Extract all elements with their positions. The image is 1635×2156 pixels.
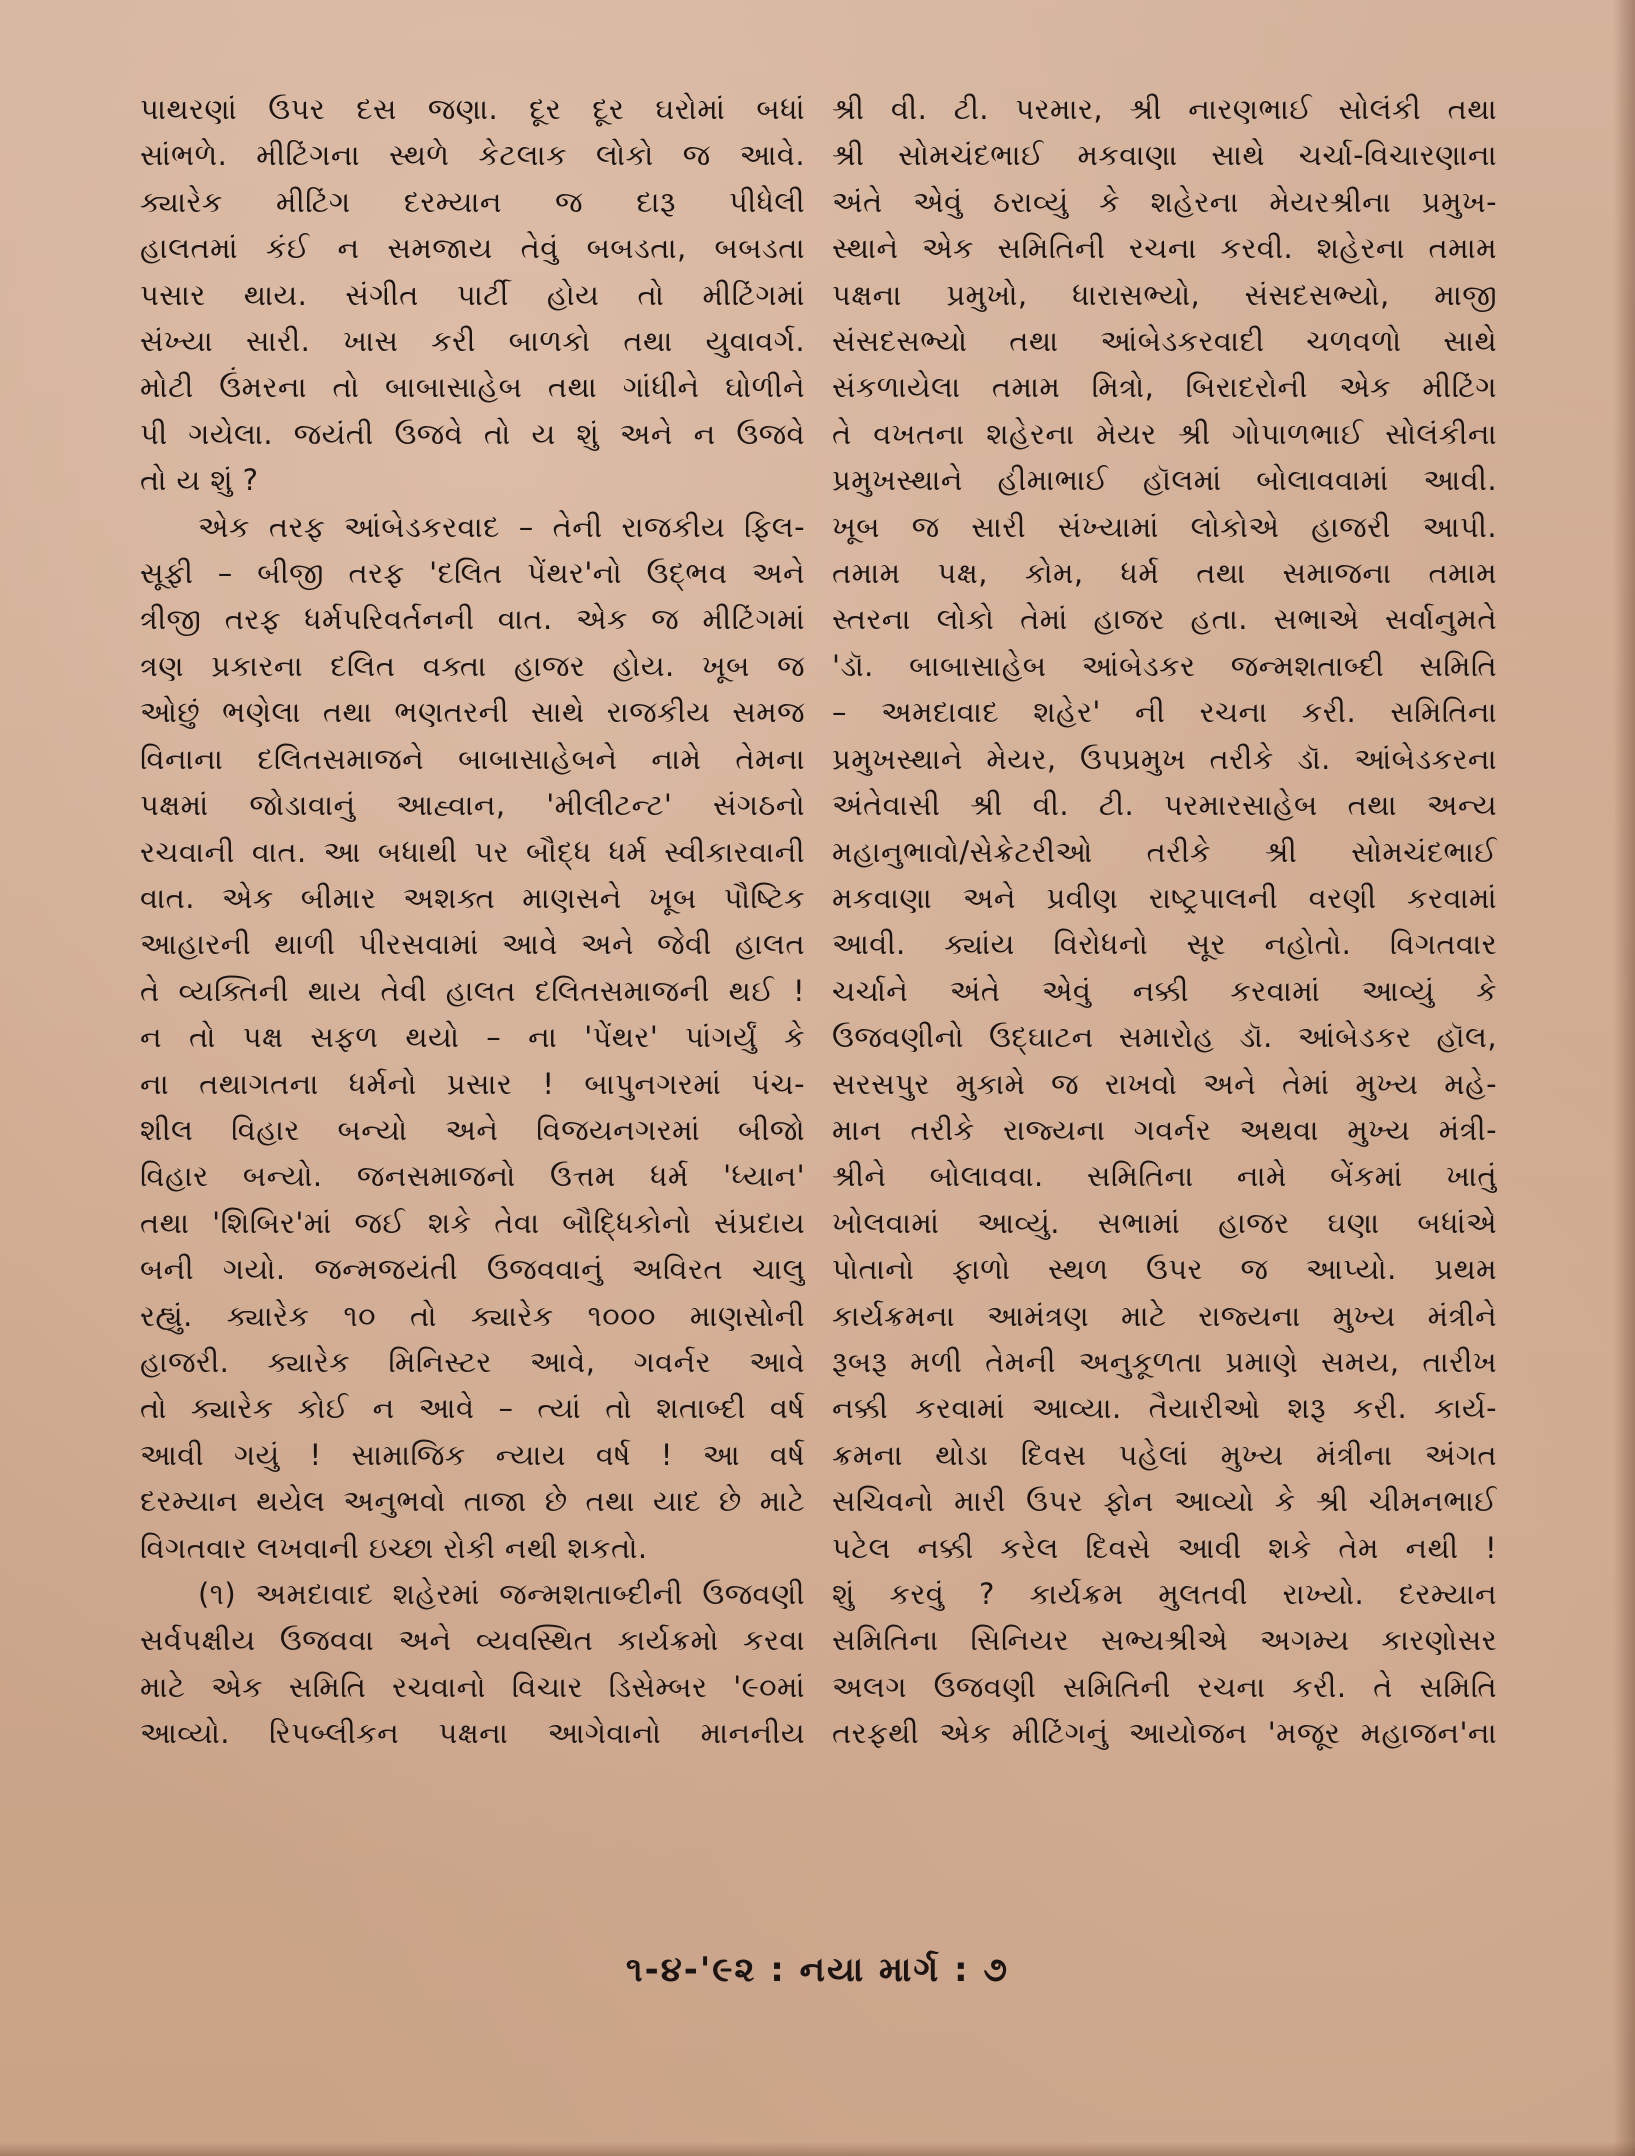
text-line: પસાર થાય. સંગીત પાર્ટી હોય તો મીટિંગમાં: [140, 277, 805, 312]
text-line: ક્રમના થોડા દિવસ પહેલાં મુખ્ય મંત્રીના અંગત: [832, 1437, 1497, 1472]
page-edge-shadow: [1613, 0, 1635, 2156]
text-line: પી ગયેલા. જયંતી ઉજવે તો ય શું અને ન ઉજવે: [140, 416, 805, 451]
text-line: સમિતિના સિનિયર સભ્યશ્રીએ અગમ્ય કારણોસર: [832, 1623, 1497, 1658]
text-line: વિગતવાર લખવાની ઇચ્છા રોકી નથી શકતો.: [140, 1530, 648, 1565]
text-line: તમામ પક્ષ, કોમ, ધર્મ તથા સમાજના તમામ: [832, 556, 1497, 591]
text-line: મકવાણા અને પ્રવીણ રાષ્ટ્રપાલની વરણી કરવામાં: [832, 880, 1497, 915]
text-line: શ્રી વી. ટી. પરમાર, શ્રી નારણભાઈ સોલંકી તથા: [832, 92, 1497, 126]
text-line: – અમદાવાદ શહેર' ની રચના કરી. સમિતિના: [832, 695, 1497, 730]
text-line: હાજરી. ક્યારેક મિનિસ્ટર આવે, ગવર્નર આવે: [140, 1344, 805, 1379]
text-line: પ્રમુખસ્થાને મેયર, ઉપપ્રમુખ તરીકે ડૉ. આંબેડકરના: [832, 741, 1497, 776]
text-line: શું કરવું ? કાર્યક્રમ મુલતવી રાખ્યો. દરમ્યાન: [832, 1577, 1497, 1611]
text-line: શીલ વિહાર બન્યો અને વિજયનગરમાં બીજો: [140, 1112, 805, 1147]
text-line: ખૂબ જ સારી સંખ્યામાં લોકોએ હાજરી આપી.: [832, 509, 1497, 544]
text-line: ત્રણ પ્રકારના દલિત વક્તા હાજર હોય. ખૂબ જ: [140, 648, 805, 683]
text-line: વિનાના દલિતસમાજને બાબાસાહેબને નામે તેમના: [140, 741, 805, 776]
text-line: (૧) અમદાવાદ શહેરમાં જન્મશતાબ્દીની ઉજવણી: [198, 1577, 805, 1611]
text-line: એક તરફ આંબેડકરવાદ – તેની રાજકીય ફિલ-: [198, 509, 805, 544]
text-line: સંખ્યા સારી. ખાસ કરી બાળકો તથા યુવાવર્ગ.: [140, 324, 805, 359]
text-line: નક્કી કરવામાં આવ્યા. તૈયારીઓ શરૂ કરી. કાર્ય-: [832, 1391, 1497, 1426]
text-line: વિહાર બન્યો. જનસમાજનો ઉત્તમ ધર્મ 'ધ્યાન': [140, 1159, 805, 1194]
text-line: સંકળાયેલા તમામ મિત્રો, બિરાદરોની એક મીટિંગ: [832, 370, 1497, 405]
text-line: પટેલ નક્કી કરેલ દિવસે આવી શકે તેમ નથી !: [832, 1530, 1497, 1565]
text-line: દરમ્યાન થયેલ અનુભવો તાજા છે તથા યાદ છે માટે: [140, 1484, 805, 1519]
text-line: સાંભળે. મીટિંગના સ્થળે કેટલાક લોકો જ આવે.: [140, 138, 805, 173]
text-line: આહારની થાળી પીરસવામાં આવે અને જેવી હાલત: [140, 927, 805, 962]
text-line: સર્વપક્ષીય ઉજવવા અને વ્યવસ્થિત કાર્યક્રમો કરવા: [140, 1623, 805, 1658]
text-line: તે વ્યક્તિની થાય તેવી હાલત દલિતસમાજની થઈ !: [140, 973, 805, 1008]
text-line: આવ્યો. રિપબ્લીકન પક્ષના આગેવાનો માનનીય: [140, 1716, 805, 1751]
text-line: આવી ગયું ! સામાજિક ન્યાય વર્ષ ! આ વર્ષ: [140, 1437, 805, 1472]
text-line: માટે એક સમિતિ રચવાનો વિચાર ડિસેમ્બર '૯૦માં: [140, 1669, 805, 1704]
text-line: સ્થાને એક સમિતિની રચના કરવી. શહેરના તમામ: [832, 231, 1497, 266]
text-line: કાર્યક્રમના આમંત્રણ માટે રાજ્યના મુખ્ય મંત્રીને: [832, 1298, 1497, 1333]
text-line: ત્રીજી તરફ ધર્મપરિવર્તનની વાત. એક જ મીટિંગમાં: [140, 602, 805, 637]
text-line: બની ગયો. જન્મજયંતી ઉજવવાનું અવિરત ચાલુ: [140, 1252, 805, 1287]
text-line: તથા 'શિબિર'માં જઈ શકે તેવા બૌદ્ધિકોનો સંપ્રદાય: [140, 1205, 805, 1240]
text-line: અંતેવાસી શ્રી વી. ટી. પરમારસાહેબ તથા અન્ય: [832, 788, 1497, 823]
page-footer: ૧-૪-'૯૨ : નયા માર્ગ : ૭: [625, 1950, 1010, 1990]
text-line: તો ય શું ?: [140, 463, 259, 498]
text-line: સૂફી – બીજી તરફ 'દલિત પેંથર'નો ઉદ્ભવ અને: [140, 556, 805, 591]
text-line: વાત. એક બીમાર અશક્ત માણસને ખૂબ પૌષ્ટિક: [140, 880, 805, 915]
text-line: હાલતમાં કંઈ ન સમજાય તેવું બબડતા, બબડતા: [140, 231, 805, 266]
text-line: સંસદસભ્યો તથા આંબેડકરવાદી ચળવળો સાથે: [832, 324, 1497, 359]
text-line: પોતાનો ફાળો સ્થળ ઉપર જ આપ્યો. પ્રથમ: [832, 1252, 1497, 1287]
text-line: ખોલવામાં આવ્યું. સભામાં હાજર ઘણા બધાંએ: [832, 1205, 1497, 1240]
text-line: ઉજવણીનો ઉદ્ઘાટન સમારોહ ડૉ. આંબેડકર હૉલ,: [832, 1020, 1497, 1055]
text-line: તે વખતના શહેરના મેયર શ્રી ગોપાળભાઈ સોલંકીના: [832, 416, 1497, 451]
text-line: ના તથાગતના ધર્મનો પ્રસાર ! બાપુનગરમાં પંચ-: [140, 1066, 805, 1101]
text-line: અંતે એવું ઠરાવ્યું કે શહેરના મેયરશ્રીના પ્રમુખ-: [832, 184, 1497, 219]
text-line: ક્યારેક મીટિંગ દરમ્યાન જ દારૂ પીધેલી: [140, 184, 805, 219]
text-line: રૂબરૂ મળી તેમની અનુકૂળતા પ્રમાણે સમય, તારીખ: [832, 1344, 1497, 1379]
text-line: શ્રી સોમચંદભાઈ મકવાણા સાથે ચર્ચા-વિચારણાના: [832, 138, 1497, 173]
text-line: મોટી ઉંમરના તો બાબાસાહેબ તથા ગાંધીને ઘોળીને: [140, 370, 805, 405]
text-line: સરસપુર મુકામે જ રાખવો અને તેમાં મુખ્ય મહે-: [832, 1066, 1497, 1101]
page-bottom-shadow: [0, 2142, 1635, 2156]
text-line: રહ્યું. ક્યારેક ૧૦ તો ક્યારેક ૧૦૦૦ માણસોની: [140, 1298, 805, 1333]
text-line: અલગ ઉજવણી સમિતિની રચના કરી. તે સમિતિ: [832, 1669, 1497, 1704]
text-line: પાથરણાં ઉપર દસ જણા. દૂર દૂર ઘરોમાં બધાં: [140, 92, 805, 126]
text-line: ઓછું ભણેલા તથા ભણતરની સાથે રાજકીય સમજ: [140, 695, 805, 730]
text-line: પક્ષમાં જોડાવાનું આહ્વાન, 'મીલીટન્ટ' સંગઠનો: [140, 788, 805, 823]
text-line: તરફથી એક મીટિંગનું આયોજન 'મજૂર મહાજન'ના: [832, 1716, 1497, 1751]
text-line: રચવાની વાત. આ બધાથી પર બૌદ્ધ ધર્મ સ્વીકારવાની: [140, 834, 805, 869]
left-text-column: [140, 86, 805, 1757]
text-line: સ્તરના લોકો તેમાં હાજર હતા. સભાએ સર્વાનુમતે: [832, 602, 1497, 637]
text-line: સચિવનો મારી ઉપર ફોન આવ્યો કે શ્રી ચીમનભાઈ: [832, 1484, 1497, 1519]
text-line: આવી. ક્યાંય વિરોધનો સૂર નહોતો. વિગતવાર: [832, 927, 1497, 962]
right-text-column: [832, 86, 1497, 1757]
text-line: ન તો પક્ષ સફળ થયો – ના 'પેંથર' પાંગર્યું કે: [140, 1020, 805, 1055]
text-line: ચર્ચાને અંતે એવું નક્કી કરવામાં આવ્યું કે: [832, 973, 1497, 1008]
text-line: 'ડૉ. બાબાસાહેબ આંબેડકર જન્મશતાબ્દી સમિતિ: [832, 648, 1497, 683]
text-line: પ્રમુખસ્થાને હીમાભાઈ હૉલમાં બોલાવવામાં આવી.: [832, 463, 1497, 498]
text-line: મહાનુભાવો/સેક્રેટરીઓ તરીકે શ્રી સોમચંદભાઈ: [832, 834, 1497, 869]
text-line: શ્રીને બોલાવવા. સમિતિના નામે બેંકમાં ખાતું: [832, 1159, 1497, 1194]
text-line: માન તરીકે રાજ્યના ગવર્નર અથવા મુખ્ય મંત્રી-: [832, 1112, 1497, 1147]
text-line: પક્ષના પ્રમુખો, ધારાસભ્યો, સંસદસભ્યો, માજી: [832, 277, 1497, 312]
text-line: તો ક્યારેક કોઈ ન આવે – ત્યાં તો શતાબ્દી વર્ષ: [140, 1391, 805, 1426]
